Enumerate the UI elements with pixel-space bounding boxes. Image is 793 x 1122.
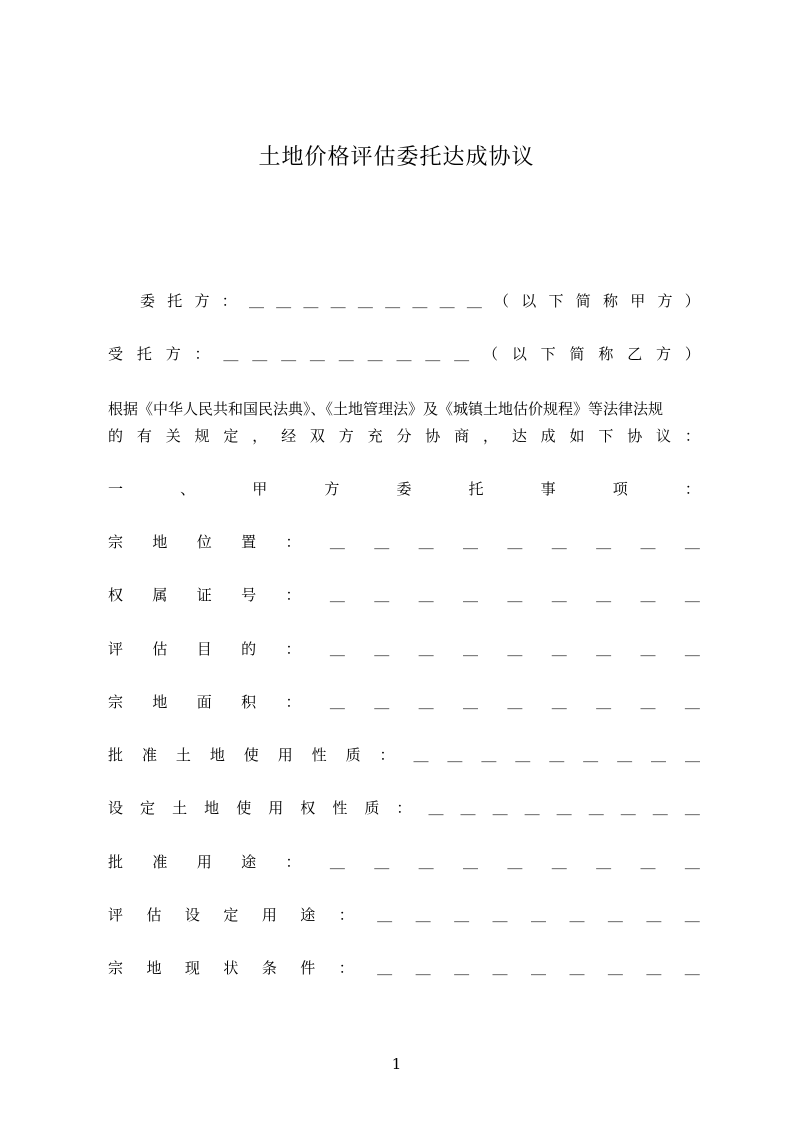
text-char: 托	[136, 344, 152, 363]
text-char: 宗	[108, 532, 124, 551]
text-char: 途	[241, 852, 257, 871]
text-char: ＿	[640, 585, 656, 604]
text-char: 证	[196, 585, 212, 604]
text-char: ＿	[248, 291, 264, 310]
text-char: （	[482, 344, 498, 363]
text-char: ＿	[460, 798, 476, 817]
text-char: ＿	[329, 639, 345, 658]
text-char: 方	[324, 479, 340, 498]
text-char: ＿	[454, 344, 470, 363]
text-char: ＿	[281, 344, 297, 363]
text-char: 项	[612, 479, 628, 498]
text-char: ＿	[551, 639, 567, 658]
text-char: ，	[482, 426, 498, 445]
text-char: ＿	[646, 905, 662, 924]
trustee-party-line	[108, 342, 700, 364]
text-char: ＿	[596, 532, 612, 551]
text-char: 的	[108, 426, 124, 445]
text-char: ＿	[492, 958, 508, 977]
text-char: ＿	[524, 798, 540, 817]
text-char: 定	[223, 426, 239, 445]
text-char: ＿	[412, 291, 428, 310]
text-char: ＿	[276, 291, 292, 310]
text-char: 面	[196, 692, 212, 711]
text-char: ＿	[428, 798, 444, 817]
text-char: ＿	[425, 344, 441, 363]
text-char: ＿	[374, 639, 390, 658]
text-char: ＿	[413, 745, 429, 764]
text-char: ＿	[640, 692, 656, 711]
text-char: ：	[285, 692, 301, 711]
text-char: 委	[396, 479, 412, 498]
text-char: ＿	[507, 692, 523, 711]
text-char: ：	[285, 532, 301, 551]
text-char: ＿	[551, 585, 567, 604]
text-char: 委	[140, 291, 156, 310]
text-char: 事	[540, 479, 556, 498]
text-char: 状	[223, 958, 239, 977]
text-char: 地	[204, 798, 220, 817]
document-title: 土地价格评估委托达成协议	[258, 145, 535, 170]
text-char: ＿	[551, 532, 567, 551]
text-char: ＿	[374, 532, 390, 551]
text-char: 用	[268, 798, 284, 817]
text-char: 准	[141, 745, 157, 764]
text-char: 土	[175, 745, 191, 764]
text-char: ＿	[607, 958, 623, 977]
field-parcel-location	[108, 530, 700, 552]
text-char: 途	[300, 905, 316, 924]
text-char: ＿	[466, 291, 482, 310]
text-char: ＿	[385, 291, 401, 310]
text-char: 方	[338, 426, 354, 445]
text-char: 用	[261, 905, 277, 924]
text-char: ＿	[684, 692, 700, 711]
text-char: ＿	[549, 745, 565, 764]
text-char: 置	[241, 532, 257, 551]
text-char: ＿	[492, 905, 508, 924]
text-char: ＿	[640, 852, 656, 871]
text-char: 经	[281, 426, 297, 445]
text-char: ＿	[684, 745, 700, 764]
text-char: 设	[184, 905, 200, 924]
text-char: 评	[108, 639, 124, 658]
text-char: ＿	[596, 852, 612, 871]
text-char: 属	[152, 585, 168, 604]
field-certificate-number	[108, 583, 700, 605]
text-char: 方	[194, 291, 210, 310]
text-char: 现	[184, 958, 200, 977]
text-char: ：	[684, 479, 700, 498]
client-party-line	[140, 289, 700, 311]
text-char: ＿	[418, 585, 434, 604]
text-char: ＿	[463, 852, 479, 871]
text-char: 简	[575, 291, 591, 310]
text-char: 充	[367, 426, 383, 445]
text-char: 使	[243, 745, 259, 764]
text-char: 称	[598, 344, 614, 363]
text-char: ＿	[338, 344, 354, 363]
text-char: 设	[108, 798, 124, 817]
text-char: ＿	[418, 639, 434, 658]
text-char: ＿	[377, 958, 393, 977]
text-char: ＿	[596, 639, 612, 658]
text-char: 目	[196, 639, 212, 658]
text-char: 一	[108, 479, 124, 498]
text-char: 地	[152, 692, 168, 711]
text-char: 件	[300, 958, 316, 977]
text-char: 地	[209, 745, 225, 764]
field-parcel-area	[108, 690, 700, 712]
text-char: ＿	[507, 852, 523, 871]
text-char: 积	[241, 692, 257, 711]
text-char: ＿	[396, 344, 412, 363]
text-char: ＿	[374, 852, 390, 871]
text-char: ＿	[447, 745, 463, 764]
text-char: 地	[152, 532, 168, 551]
text-char: 批	[108, 852, 124, 871]
text-char: 用	[277, 745, 293, 764]
text-char: ＿	[607, 905, 623, 924]
text-char: ＿	[640, 639, 656, 658]
text-char: 方	[656, 344, 672, 363]
text-char: 规	[194, 426, 210, 445]
text-char: ：	[338, 958, 354, 977]
text-char: ＿	[596, 692, 612, 711]
text-char: 如	[569, 426, 585, 445]
text-char: ，	[252, 426, 268, 445]
text-char: ＿	[309, 344, 325, 363]
text-char: ＿	[507, 639, 523, 658]
text-char: 土	[172, 798, 188, 817]
text-char: ＿	[583, 745, 599, 764]
text-char: 位	[196, 532, 212, 551]
text-char: ＿	[620, 798, 636, 817]
text-char: ＿	[588, 798, 604, 817]
text-char: 、	[180, 479, 196, 498]
intro-paragraph-line-2	[108, 424, 700, 446]
field-set-land-right-nature	[108, 796, 700, 818]
text-char: 估	[146, 905, 162, 924]
text-char: 质	[345, 745, 361, 764]
field-approved-land-use-nature	[108, 743, 700, 765]
text-char: 以	[511, 344, 527, 363]
text-char: ＿	[454, 905, 470, 924]
text-char: ：	[379, 745, 395, 764]
text-char: ＿	[377, 905, 393, 924]
text-char: ＿	[252, 344, 268, 363]
text-char: 号	[241, 585, 257, 604]
text-char: 称	[602, 291, 618, 310]
field-parcel-current-condition	[108, 956, 700, 978]
text-char: ＿	[463, 532, 479, 551]
text-char: ＿	[418, 852, 434, 871]
field-valuation-set-use	[108, 903, 700, 925]
text-char: 的	[241, 639, 257, 658]
text-char: ＿	[454, 958, 470, 977]
text-char: 受	[108, 344, 124, 363]
text-char: 以	[521, 291, 537, 310]
text-char: ＿	[481, 745, 497, 764]
text-char: ＿	[646, 958, 662, 977]
text-char: 估	[152, 639, 168, 658]
text-char: ＿	[303, 291, 319, 310]
text-char: ＿	[551, 852, 567, 871]
text-char: 性	[311, 745, 327, 764]
text-char: 批	[108, 745, 124, 764]
text-char: ＿	[463, 692, 479, 711]
text-char: 下	[598, 426, 614, 445]
text-char: ＿	[684, 639, 700, 658]
text-char: 简	[569, 344, 585, 363]
text-char: ＿	[684, 532, 700, 551]
text-char: ＿	[357, 291, 373, 310]
text-char: 关	[165, 426, 181, 445]
text-char: 地	[146, 958, 162, 977]
text-char: ＿	[374, 692, 390, 711]
text-char: ）	[684, 344, 700, 363]
text-char: ＿	[223, 344, 239, 363]
text-char: ：	[285, 852, 301, 871]
text-char: ＿	[551, 692, 567, 711]
text-char: 宗	[108, 958, 124, 977]
section-heading	[108, 477, 700, 499]
text-char: ：	[194, 344, 210, 363]
text-char: 乙	[627, 344, 643, 363]
text-char: ＿	[530, 958, 546, 977]
text-char: 议	[656, 426, 672, 445]
text-char: 协	[425, 426, 441, 445]
text-char: ：	[338, 905, 354, 924]
text-char: 甲	[630, 291, 646, 310]
text-char: 有	[136, 426, 152, 445]
text-char: ＿	[415, 958, 431, 977]
text-char: ：	[396, 798, 412, 817]
text-char: 协	[627, 426, 643, 445]
text-char: 商	[454, 426, 470, 445]
text-char: 方	[657, 291, 673, 310]
text-char: 评	[108, 905, 124, 924]
text-char: 条	[261, 958, 277, 977]
text-char: 方	[165, 344, 181, 363]
text-char: 托	[468, 479, 484, 498]
text-char: ＿	[651, 745, 667, 764]
text-char: ＿	[418, 692, 434, 711]
text-char: ＿	[463, 585, 479, 604]
text-char: 使	[236, 798, 252, 817]
text-char: ＿	[330, 291, 346, 310]
text-char: 权	[108, 585, 124, 604]
text-char: 定	[140, 798, 156, 817]
text-char: （	[494, 291, 510, 310]
text-char: 宗	[108, 692, 124, 711]
text-char: ＿	[617, 745, 633, 764]
text-char: ＿	[374, 585, 390, 604]
text-char: ＿	[507, 532, 523, 551]
text-char: 分	[396, 426, 412, 445]
text-char: ＿	[684, 905, 700, 924]
text-char: 用	[196, 852, 212, 871]
text-char: ：	[684, 426, 700, 445]
field-valuation-purpose	[108, 637, 700, 659]
text-char: ＿	[684, 958, 700, 977]
text-char: ＿	[329, 692, 345, 711]
text-char: 甲	[252, 479, 268, 498]
text-char: ：	[285, 585, 301, 604]
text-char: ＿	[492, 798, 508, 817]
text-char: ＿	[684, 852, 700, 871]
text-char: ＿	[569, 905, 585, 924]
text-char: 下	[548, 291, 564, 310]
text-char: 定	[223, 905, 239, 924]
text-char: ＿	[415, 905, 431, 924]
field-approved-use	[108, 850, 700, 872]
page-number: 1	[391, 1055, 402, 1073]
text-char: 下	[540, 344, 556, 363]
text-char: ＿	[596, 585, 612, 604]
text-char: ＿	[556, 798, 572, 817]
text-char: 准	[152, 852, 168, 871]
text-char: ＿	[652, 798, 668, 817]
text-char: ＿	[329, 532, 345, 551]
text-char: ＿	[640, 532, 656, 551]
text-char: ＿	[569, 958, 585, 977]
text-char: ＿	[515, 745, 531, 764]
text-char: ＿	[530, 905, 546, 924]
text-char: 双	[309, 426, 325, 445]
text-char: 质	[364, 798, 380, 817]
text-char: ＿	[684, 585, 700, 604]
text-char: ＿	[439, 291, 455, 310]
text-char: ＿	[329, 852, 345, 871]
text-char: ：	[285, 639, 301, 658]
intro-paragraph-line-1: 根据《中华人民共和国民法典》、《土地管理法》及《城镇土地估价规程》等法律法规	[108, 400, 664, 418]
text-char: ＿	[684, 798, 700, 817]
text-char: 托	[167, 291, 183, 310]
text-char: ＿	[463, 639, 479, 658]
text-char: ）	[684, 291, 700, 310]
text-char: 性	[332, 798, 348, 817]
text-char: ＿	[367, 344, 383, 363]
text-char: 权	[300, 798, 316, 817]
text-char: ＿	[329, 585, 345, 604]
text-char: 达	[511, 426, 527, 445]
text-char: 成	[540, 426, 556, 445]
text-char: ：	[221, 291, 237, 310]
text-char: ＿	[418, 532, 434, 551]
text-char: ＿	[507, 585, 523, 604]
